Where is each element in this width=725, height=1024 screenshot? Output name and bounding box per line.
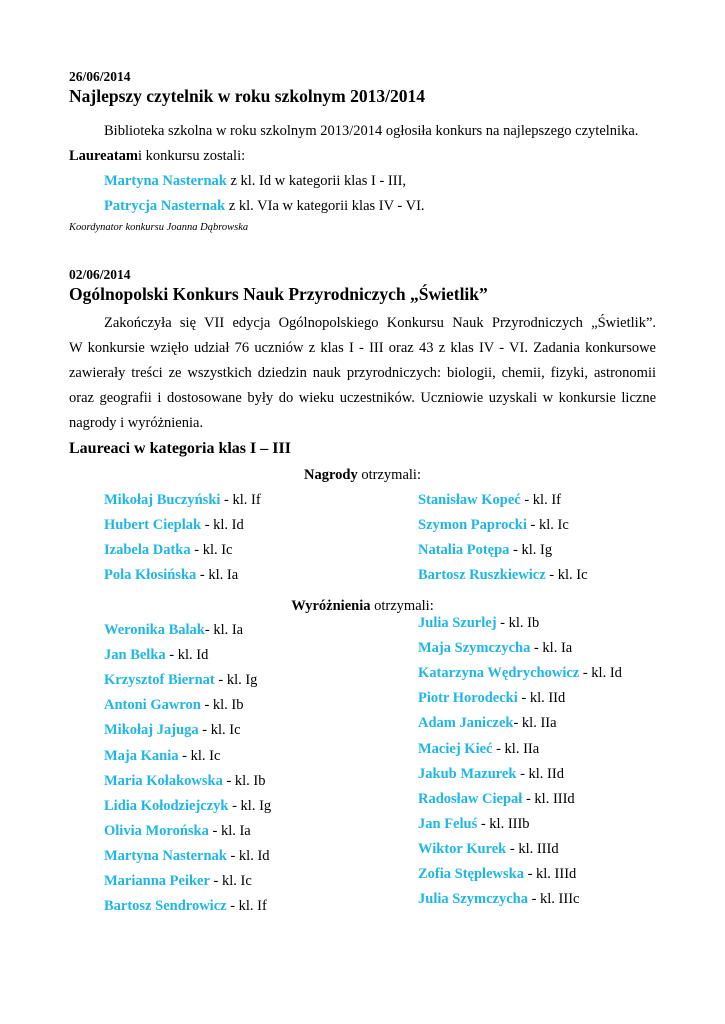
winner-1 [104, 173, 406, 190]
student-class: - kl. Ig [228, 797, 272, 814]
student-name: Szymon Paprocki [418, 517, 527, 533]
student-name: Antoni Gawron [104, 697, 201, 714]
list-item [104, 622, 243, 639]
paragraph-line-3: zawierały treści ze wszystkich dziedzin nauk przyrodniczych: biologii, chemii, fizyki, astronomii [69, 365, 656, 381]
winner-1-name: Martyna Nasternak [104, 173, 227, 189]
student-class: - kl. Ia [208, 822, 251, 839]
student-name: Olivia Morońska [104, 822, 209, 839]
list-item [104, 517, 244, 534]
student-class: - kl. Ic [178, 747, 221, 764]
student-class: - kl. IId [517, 690, 566, 707]
section1-laureates-line [69, 148, 245, 165]
student-name: Marianna Peiker [104, 873, 210, 889]
student-class: - kl. Ic [198, 722, 241, 739]
student-name: Pola Kłosińska [104, 567, 197, 583]
student-class: - kl. Ic [526, 517, 569, 533]
winner-2-name: Patrycja Nasternak [104, 198, 226, 214]
student-class: - kl. IId [516, 765, 564, 782]
student-name: Jan Feluś [418, 815, 478, 832]
section1-intro: Biblioteka szkolna w roku szkolnym 2013/2014 ogłosiła konkurs na najlepszego czytelnika. [104, 123, 639, 139]
list-item [104, 823, 251, 840]
student-class: - kl. IIId [522, 790, 575, 807]
student-class: - kl. Ib [222, 772, 266, 789]
list-item [418, 791, 575, 808]
student-name: Mikołaj Jajuga [104, 722, 199, 739]
distinctions-rest: otrzymali: [370, 598, 434, 614]
student-class: - kl. IIIc [527, 891, 580, 908]
coordinator-note: Koordynator konkursu Joanna Dąbrowska [69, 222, 249, 233]
student-class: - kl. IIa [492, 740, 540, 757]
list-item [104, 567, 238, 584]
student-class: - kl. Ic [545, 567, 588, 583]
student-name: Julia Szymczycha [418, 891, 528, 908]
list-item [418, 841, 559, 858]
paragraph-line-5: nagrody i wyróżnienia. [69, 415, 204, 431]
winner-2-desc: z kl. VIa w kategorii klas IV - VI. [225, 198, 425, 214]
student-name: Adam Janiczek [418, 715, 514, 732]
student-name: Bartosz Ruszkiewicz [418, 567, 546, 583]
student-class: - kl. Ic [190, 542, 233, 558]
list-item [104, 798, 271, 815]
list-item [418, 615, 539, 632]
student-name: Wiktor Kurek [418, 840, 507, 857]
section2-date: 02/06/2014 [69, 267, 131, 282]
student-class: - kl. Ia [530, 640, 573, 657]
section1-date: 26/06/2014 [69, 69, 131, 84]
category-heading: Laureaci w kategoria klas I – III [69, 440, 291, 457]
student-class: - kl. Ib [200, 697, 244, 714]
list-item [418, 542, 552, 559]
student-name: Maciej Kieć [418, 740, 493, 757]
list-item [104, 647, 208, 664]
student-class: - kl. IIId [506, 840, 559, 857]
list-item [418, 665, 622, 682]
list-item [418, 816, 530, 833]
list-item [418, 766, 564, 783]
paragraph-line-1: Zakończyła się VII edycja Ogólnopolskiego Konkursu Nauk Przyrodniczych „Świetlik”. [104, 315, 656, 331]
student-name: Katarzyna Wędrychowicz [418, 665, 580, 682]
student-name: Mikołaj Buczyński [104, 492, 221, 508]
section2-title: Ogólnopolski Konkurs Nauk Przyrodniczych „Świetlik” [69, 284, 488, 304]
list-item [104, 542, 232, 559]
list-item [418, 492, 561, 509]
list-item [104, 492, 261, 509]
student-class: - kl. Ig [509, 542, 553, 558]
list-item [418, 715, 557, 732]
list-item [418, 891, 579, 908]
list-item [104, 672, 257, 689]
winner-1-desc: z kl. Id w kategorii klas I - III, [226, 173, 407, 189]
student-name: Stanisław Kopeć [418, 492, 521, 508]
list-item [418, 690, 565, 707]
student-name: Maria Kołakowska [104, 772, 223, 789]
student-name: Zofia Stęplewska [418, 866, 524, 882]
student-name: Maja Kania [104, 747, 179, 764]
list-item [104, 898, 267, 915]
list-item [418, 517, 569, 534]
student-name: Bartosz Sendrowicz [104, 898, 227, 915]
distinctions-bold: Wyróżnienia [291, 598, 371, 614]
student-name: Martyna Nasternak [104, 847, 227, 864]
list-item [104, 873, 252, 890]
list-item [418, 741, 539, 758]
list-item [104, 773, 266, 790]
list-item [104, 697, 244, 714]
laureates-bold: Laureatam [69, 148, 139, 164]
student-class: - kl. Id [226, 847, 270, 864]
winner-2 [104, 198, 425, 215]
student-name: Lidia Kołodziejczyk [104, 797, 229, 814]
student-name: Hubert Cieplak [104, 517, 202, 533]
student-class: - kl. Ib [496, 615, 540, 631]
student-name: Weronika Balak [104, 622, 205, 638]
student-name: Maja Szymczycha [418, 640, 531, 657]
list-item [104, 748, 220, 765]
laureates-rest: i konkursu zostali: [138, 148, 246, 164]
list-item [104, 722, 241, 739]
student-name: Natalia Potępa [418, 542, 510, 558]
student-name: Radosław Ciepał [418, 790, 523, 807]
section1-title: Najlepszy czytelnik w roku szkolnym 2013/2014 [69, 86, 425, 106]
list-item [418, 866, 576, 883]
prizes-rest: otrzymali: [357, 467, 421, 483]
distinctions-heading [0, 598, 725, 615]
student-name: Krzysztof Biernat [104, 672, 215, 689]
student-name: Jan Belka [104, 647, 166, 664]
student-class: - kl. Id [201, 517, 244, 533]
prizes-heading [0, 467, 725, 484]
student-class: - kl. IIId [523, 866, 577, 882]
paragraph-line-4: oraz geografii i dostosowane były do wieku uczestników. Uczniowie uzyskali w konkursie liczne [69, 390, 656, 406]
student-class: - kl. Id [579, 665, 622, 682]
student-class: - kl. IIa [513, 715, 557, 732]
student-name: Jakub Mazurek [418, 765, 517, 782]
list-item [104, 848, 270, 865]
student-class: - kl. Ia [196, 567, 239, 583]
student-class: - kl. Ic [209, 873, 252, 889]
paragraph-line-2: W konkursie wzięło udział 76 uczniów z klas I - III oraz 43 z klas IV - VI. Zadania konkursowe [69, 340, 656, 356]
student-name: Izabela Datka [104, 542, 191, 558]
student-class: - kl. Ig [214, 672, 258, 689]
student-name: Piotr Horodecki [418, 690, 518, 707]
student-class: - kl. Ia [204, 622, 244, 638]
student-class: - kl. If [220, 492, 261, 508]
student-class: - kl. IIIb [477, 815, 530, 832]
list-item [418, 567, 588, 584]
list-item [418, 640, 572, 657]
prizes-bold: Nagrody [304, 467, 358, 483]
student-class: - kl. Id [165, 647, 209, 664]
student-name: Julia Szurlej [418, 615, 497, 631]
student-class: - kl. If [226, 898, 267, 915]
student-class: - kl. If [520, 492, 561, 508]
